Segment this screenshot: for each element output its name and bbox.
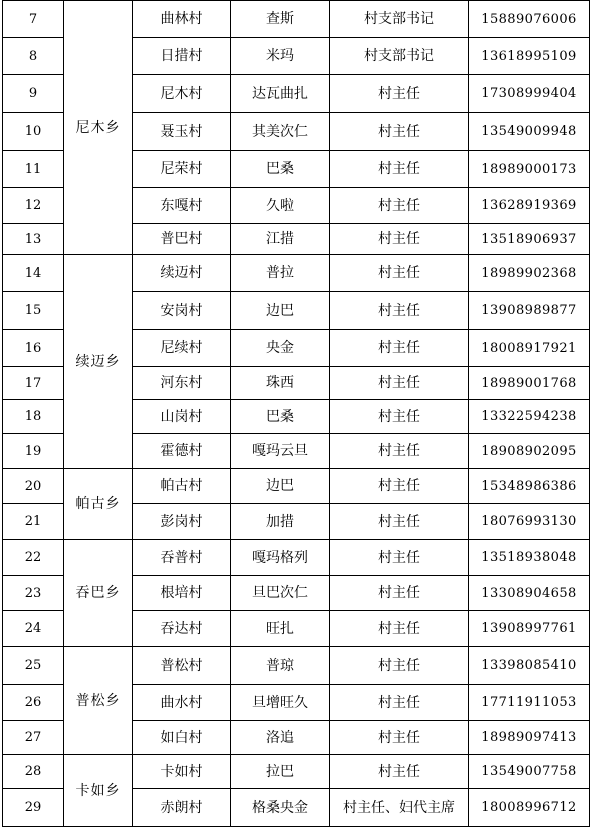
row-number-cell: 8 <box>3 38 64 75</box>
phone-cell: 18908902095 <box>469 434 590 469</box>
phone-cell: 17711911053 <box>469 685 590 721</box>
position-cell: 村支部书记 <box>330 38 469 75</box>
township-cell: 尼木乡 <box>64 1 133 255</box>
township-cell: 普松乡 <box>64 647 133 755</box>
row-number-cell: 24 <box>3 611 64 647</box>
row-number-cell: 29 <box>3 789 64 827</box>
village-cell: 根培村 <box>133 576 231 611</box>
table-row <box>3 647 590 685</box>
village-cell: 曲林村 <box>133 1 231 38</box>
phone-cell: 13518938048 <box>469 540 590 576</box>
township-cell: 续迈乡 <box>64 255 133 469</box>
table-row <box>3 469 590 504</box>
name-cell: 江措 <box>231 224 330 255</box>
village-cell: 卡如村 <box>133 755 231 789</box>
row-number-cell: 9 <box>3 75 64 113</box>
name-cell: 珠西 <box>231 367 330 400</box>
name-cell: 嘎玛云旦 <box>231 434 330 469</box>
township-cell: 卡如乡 <box>64 755 133 827</box>
name-cell: 边巴 <box>231 469 330 504</box>
village-cell: 东嘎村 <box>133 188 231 224</box>
village-cell: 聂玉村 <box>133 113 231 151</box>
phone-cell: 13549009948 <box>469 113 590 151</box>
name-cell: 巴桑 <box>231 400 330 434</box>
phone-cell: 13618995109 <box>469 38 590 75</box>
position-cell: 村主任 <box>330 434 469 469</box>
row-number-cell: 17 <box>3 367 64 400</box>
name-cell: 洛追 <box>231 721 330 755</box>
position-cell: 村主任 <box>330 576 469 611</box>
phone-cell: 18008917921 <box>469 330 590 367</box>
row-number-cell: 18 <box>3 400 64 434</box>
position-cell: 村支部书记 <box>330 1 469 38</box>
row-number-cell: 26 <box>3 685 64 721</box>
row-number-cell: 16 <box>3 330 64 367</box>
phone-cell: 13398085410 <box>469 647 590 685</box>
table-row <box>3 1 590 38</box>
phone-cell: 17308999404 <box>469 75 590 113</box>
village-cell: 吞普村 <box>133 540 231 576</box>
row-number-cell: 15 <box>3 292 64 330</box>
name-cell: 拉巴 <box>231 755 330 789</box>
position-cell: 村主任 <box>330 188 469 224</box>
position-cell: 村主任 <box>330 330 469 367</box>
phone-cell: 13628919369 <box>469 188 590 224</box>
name-cell: 嘎玛格列 <box>231 540 330 576</box>
name-cell: 其美次仁 <box>231 113 330 151</box>
village-cell: 如白村 <box>133 721 231 755</box>
name-cell: 格桑央金 <box>231 789 330 827</box>
village-cell: 曲水村 <box>133 685 231 721</box>
village-cell: 帕古村 <box>133 469 231 504</box>
village-cell: 普巴村 <box>133 224 231 255</box>
row-number-cell: 13 <box>3 224 64 255</box>
row-number-cell: 7 <box>3 1 64 38</box>
village-cell: 吞达村 <box>133 611 231 647</box>
table-body <box>3 1 590 827</box>
village-cell: 尼续村 <box>133 330 231 367</box>
row-number-cell: 21 <box>3 504 64 540</box>
name-cell: 巴桑 <box>231 151 330 188</box>
position-cell: 村主任 <box>330 469 469 504</box>
village-cell: 日措村 <box>133 38 231 75</box>
phone-cell: 18989097413 <box>469 721 590 755</box>
position-cell: 村主任 <box>330 647 469 685</box>
position-cell: 村主任 <box>330 504 469 540</box>
position-cell: 村主任 <box>330 721 469 755</box>
position-cell: 村主任 <box>330 151 469 188</box>
township-cell: 帕古乡 <box>64 469 133 540</box>
name-cell: 达瓦曲扎 <box>231 75 330 113</box>
position-cell: 村主任 <box>330 400 469 434</box>
position-cell: 村主任 <box>330 611 469 647</box>
row-number-cell: 12 <box>3 188 64 224</box>
table-row <box>3 755 590 789</box>
row-number-cell: 28 <box>3 755 64 789</box>
row-number-cell: 27 <box>3 721 64 755</box>
name-cell: 旦增旺久 <box>231 685 330 721</box>
village-cell: 霍德村 <box>133 434 231 469</box>
name-cell: 旦巴次仁 <box>231 576 330 611</box>
name-cell: 旺扎 <box>231 611 330 647</box>
village-cell: 尼荣村 <box>133 151 231 188</box>
village-cell: 山岗村 <box>133 400 231 434</box>
name-cell: 久啦 <box>231 188 330 224</box>
row-number-cell: 22 <box>3 540 64 576</box>
phone-cell: 13908997761 <box>469 611 590 647</box>
row-number-cell: 14 <box>3 255 64 292</box>
village-cell: 安岗村 <box>133 292 231 330</box>
table-row <box>3 540 590 576</box>
position-cell: 村主任 <box>330 113 469 151</box>
name-cell: 米玛 <box>231 38 330 75</box>
phone-cell: 18008996712 <box>469 789 590 827</box>
village-cell: 续迈村 <box>133 255 231 292</box>
phone-cell: 13322594238 <box>469 400 590 434</box>
position-cell: 村主任、妇代主席 <box>330 789 469 827</box>
phone-cell: 18076993130 <box>469 504 590 540</box>
row-number-cell: 25 <box>3 647 64 685</box>
village-contact-table <box>2 0 590 827</box>
phone-cell: 18989001768 <box>469 367 590 400</box>
name-cell: 普琼 <box>231 647 330 685</box>
phone-cell: 15889076006 <box>469 1 590 38</box>
row-number-cell: 19 <box>3 434 64 469</box>
position-cell: 村主任 <box>330 685 469 721</box>
position-cell: 村主任 <box>330 367 469 400</box>
name-cell: 边巴 <box>231 292 330 330</box>
phone-cell: 13549007758 <box>469 755 590 789</box>
position-cell: 村主任 <box>330 75 469 113</box>
row-number-cell: 10 <box>3 113 64 151</box>
phone-cell: 13518906937 <box>469 224 590 255</box>
phone-cell: 15348986386 <box>469 469 590 504</box>
township-cell: 吞巴乡 <box>64 540 133 647</box>
village-cell: 河东村 <box>133 367 231 400</box>
phone-cell: 18989000173 <box>469 151 590 188</box>
name-cell: 加措 <box>231 504 330 540</box>
position-cell: 村主任 <box>330 540 469 576</box>
row-number-cell: 23 <box>3 576 64 611</box>
phone-cell: 13308904658 <box>469 576 590 611</box>
village-cell: 彭岗村 <box>133 504 231 540</box>
village-cell: 普松村 <box>133 647 231 685</box>
position-cell: 村主任 <box>330 255 469 292</box>
position-cell: 村主任 <box>330 292 469 330</box>
village-cell: 尼木村 <box>133 75 231 113</box>
phone-cell: 18989902368 <box>469 255 590 292</box>
position-cell: 村主任 <box>330 755 469 789</box>
name-cell: 央金 <box>231 330 330 367</box>
name-cell: 查斯 <box>231 1 330 38</box>
row-number-cell: 11 <box>3 151 64 188</box>
phone-cell: 13908989877 <box>469 292 590 330</box>
village-cell: 赤朗村 <box>133 789 231 827</box>
row-number-cell: 20 <box>3 469 64 504</box>
position-cell: 村主任 <box>330 224 469 255</box>
name-cell: 普拉 <box>231 255 330 292</box>
table-row <box>3 255 590 292</box>
